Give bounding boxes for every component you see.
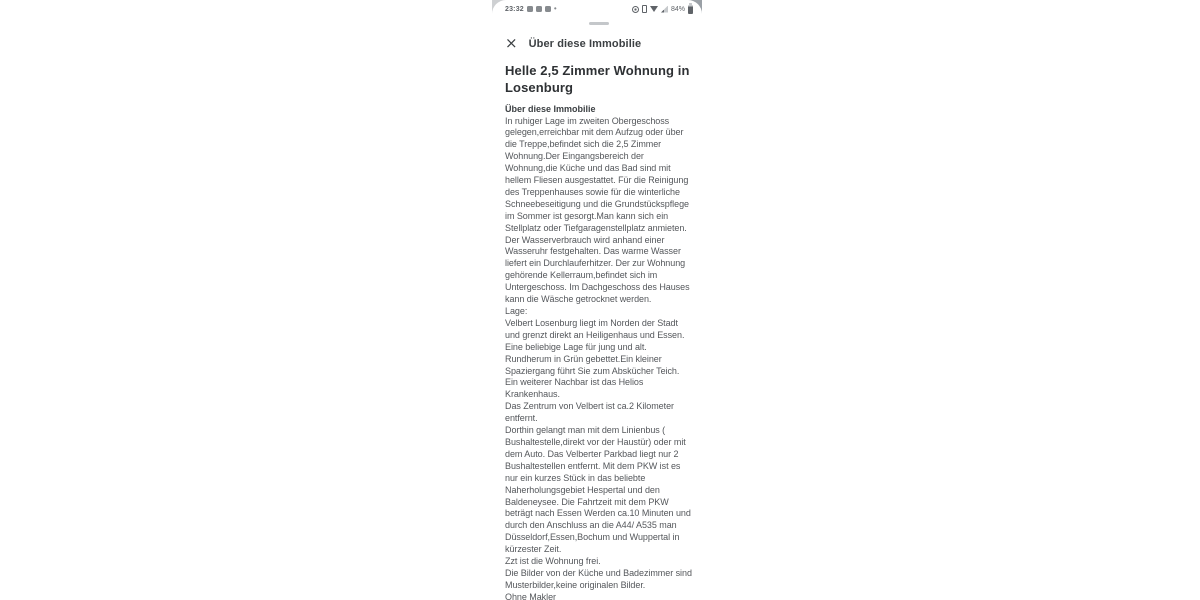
description-line: Zzt ist die Wohnung frei. <box>505 556 601 567</box>
phone-screenshot <box>492 0 702 600</box>
description-line: Lage: <box>505 306 528 316</box>
description-line: In ruhiger Lage im zweiten Obergeschoss gelegen,erreichbar mit dem Aufzug oder über die Treppe,befindet sich die 2,5 Zimmer Wohnung.Der Eingangsbereich der Wohnung,die Küche und das Bad sind mit hellem Fliesen ausgestattet. Für die Reinigung des Treppenhauses sowie für die winterliche Schneebeseitigung und die Grundstückspflege im Sommer ist gesorgt.Man kann sich ein Stellplatz oder Tiefgaragenstellplatz anmieten. Der Wasserverbrauch wird anhand einer Wasseruhr festgehalten. Das warme Wasser liefert ein Durchlauferhitzer. Der zur Wohnung gehörende Kellerraum,befindet sich im Untergeschoss. Im Dachgeschoss des Hauses kann die Wäsche getrocknet werden. <box>505 115 690 305</box>
email-notification-icon <box>536 6 542 12</box>
listing-description <box>505 116 693 600</box>
gallery-notification-icon <box>527 6 533 12</box>
phone-screen <box>492 0 702 600</box>
description-line: Ohne Makler <box>505 591 556 600</box>
sheet-header <box>505 34 693 54</box>
alarm-icon <box>632 6 639 13</box>
listing-title: Helle 2,5 Zimmer Wohnung in Losenburg <box>505 62 690 95</box>
clock: 23:32 <box>505 5 524 13</box>
signal-icon <box>661 6 668 13</box>
sheet-drag-handle[interactable] <box>589 22 609 25</box>
description-line: Das Zentrum von Velbert ist ca.2 Kilometer entfernt. <box>505 401 674 424</box>
battery-percent: 84% <box>670 5 685 13</box>
status-bar-right <box>632 5 693 14</box>
description-line: Dorthin gelangt man mit dem Linienbus ( Bushaltestelle,direkt vor der Haustür) oder mit dem Auto. Das Velberter Parkbad liegt nur 2 Bushaltestellen entfernt. Mit dem PKW ist es nur ein kurzes Stück in das beliebte Naherholungsgebiet Hespertal und den Baldeneysee. Die Fahrtzeit mit dem PKW beträgt nach Essen Werden ca.10 Minuten und durch den Anschluss an die A44/ A535 man Düsseldorf,Essen,Bochum und Wuppertal in kürzester Zeit. <box>505 425 691 555</box>
description-line: Ein weiterer Nachbar ist das Helios Krankenhaus. <box>505 377 644 400</box>
description-line: Die Bilder von der Küche und Badezimmer sind Musterbilder,keine originalen Bilder. <box>505 567 692 590</box>
close-icon[interactable]: × <box>505 34 518 52</box>
sheet-header-title: Über diese Immobilie <box>528 37 642 50</box>
description-line: Velbert Losenburg liegt im Norden der Stadt und grenzt direkt an Heiligenhaus und Essen. <box>505 317 685 340</box>
message-notification-icon <box>545 6 551 12</box>
description-line: Rundherum in Grün gebettet.Ein kleiner Spaziergang führt Sie zum Abskücher Teich. <box>505 353 680 376</box>
more-notifications-dot: • <box>553 4 557 13</box>
status-bar-left <box>505 6 557 13</box>
description-line: Eine beliebige Lage für jung und alt. <box>505 341 647 352</box>
status-bar <box>505 0 693 14</box>
battery-icon <box>688 5 693 14</box>
section-heading: Über diese Immobilie <box>505 103 596 114</box>
wifi-icon <box>650 6 658 12</box>
vibrate-icon <box>642 5 647 13</box>
